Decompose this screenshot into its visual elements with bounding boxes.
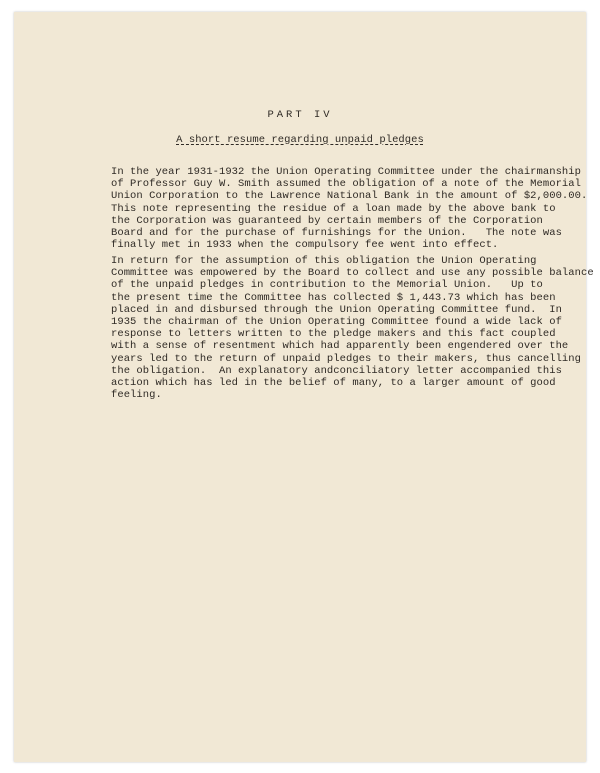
paragraph-line: response to letters written to the pledge makers and this fact coupled — [111, 328, 556, 341]
paragraph-line: the present time the Committee has collected $ 1,443.73 which has been — [111, 291, 556, 304]
paragraph-line: of Professor Guy W. Smith assumed the obligation of a note of the Memorial — [111, 178, 581, 191]
paragraph-line: In return for the assumption of this obligation the Union Operating — [111, 255, 537, 267]
paragraph-line: the Corporation was guaranteed by certain members of the Corporation — [111, 214, 543, 227]
subtitle-text: A short resume regarding unpaid pledges — [176, 134, 424, 146]
typed-page — [14, 12, 594, 762]
paragraph-line: 1935 the chairman of the Union Operating Committee found a wide lack of — [111, 315, 562, 328]
part-title: PART IV — [267, 109, 333, 121]
paragraph-line: placed in and disbursed through the Union Operating Committee fund. In — [111, 303, 562, 316]
paragraph-line: Committee was empowered by the Board to collect and use any possible balance — [111, 267, 594, 280]
paragraph-line: the obligation. An explanatory andconciliatory letter accompanied this — [111, 364, 562, 377]
paragraph-line: years led to the return of unpaid pledges to their makers, thus cancelling — [111, 352, 581, 365]
paragraph-line: This note representing the residue of a loan made by the above bank to — [111, 202, 556, 215]
paragraph-line: In the year 1931-1932 the Union Operating Committee under the chairmanship — [111, 166, 581, 178]
paragraph-line: of the unpaid pledges in contribution to the Memorial Union. Up to — [111, 279, 543, 292]
paragraph-line: finally met in 1933 when the compulsory fee went into effect. — [111, 239, 499, 252]
paragraph-line: Union Corporation to the Lawrence National Bank in the amount of $2,000.00. — [111, 190, 588, 203]
paragraph-line: Board and for the purchase of furnishings for the Union. The note was — [111, 226, 562, 239]
paragraph-line: feeling. — [111, 389, 162, 402]
section-subtitle — [14, 134, 586, 146]
paragraph-line: with a sense of resentment which had apparently been engendered over the — [111, 340, 569, 353]
paragraph-1 — [111, 166, 588, 252]
paragraph-line: action which has led in the belief of many, to a larger amount of good — [111, 376, 556, 389]
paragraph-2 — [111, 255, 594, 402]
